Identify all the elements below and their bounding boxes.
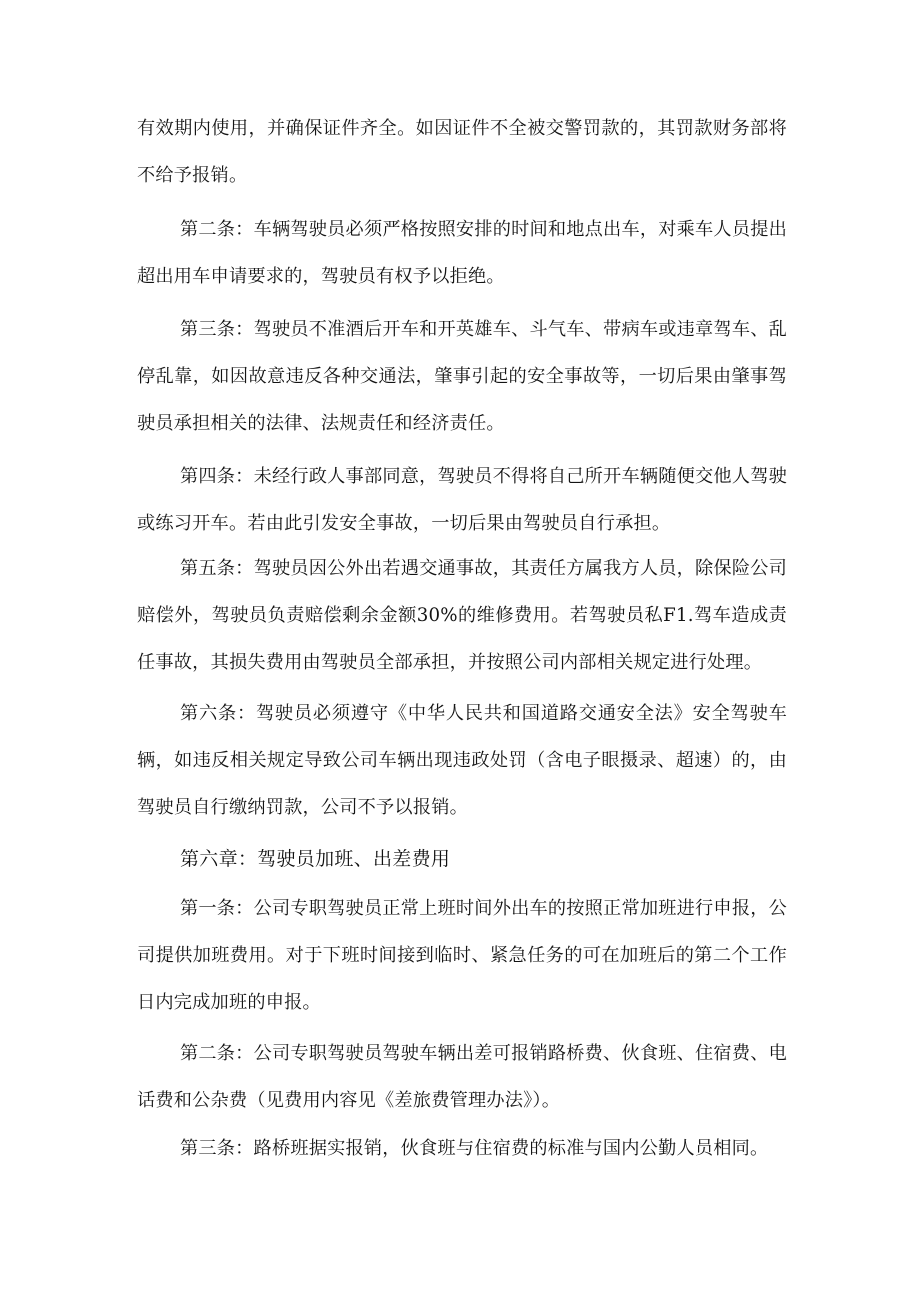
article-4-paragraph: 第四条：未经行政人事部同意，驾驶员不得将自己所开车辆随便交他人驾驶或练习开车。若由此引发安全事故，一切后果由驾驶员自行承担。 <box>137 466 787 534</box>
chapter-heading: 第六章：驾驶员加班、出差费用 <box>180 848 451 870</box>
ch6-article-3-paragraph: 第三条：路桥班据实报销，伙食班与住宿费的标准与国内公勤人员相同。 <box>180 1138 769 1159</box>
ch6-article-1-paragraph: 第一条：公司专职驾驶员正常上班时间外出车的按照正常加班进行申报，公司提供加班费用。对于下班时间接到临时、紧急任务的可在加班后的第二个工作日内完成加班的申报。 <box>137 898 787 1013</box>
ch6-article-2-paragraph: 第二条：公司专职驾驶员驾驶车辆出差可报销路桥费、伙食班、住宿费、电话费和公杂费（见费用内容见《差旅费管理办法》）。 <box>137 1043 787 1111</box>
article-6-paragraph: 第六条：驾驶员必须遵守《中华人民共和国道路交通安全法》安全驾驶车辆，如违反相关规定导致公司车辆出现违政处罚（含电子眼摄录、超速）的，由驾驶员自行缴纳罚款，公司不予以报销。 <box>137 703 787 818</box>
article-3-paragraph: 第三条：驾驶员不准酒后开车和开英雄车、斗气车、带病车或违章驾车、乱停乱靠，如因故意违反各种交通法，肇事引起的安全事故等，一切后果由肇事驾驶员承担相关的法律、法规责任和经济责任。 <box>137 319 787 434</box>
paragraph-continuation: 有效期内使用，并确保证件齐全。如因证件不全被交警罚款的，其罚款财务部将不给予报销。 <box>137 118 787 186</box>
article-2-paragraph: 第二条：车辆驾驶员必须严格按照安排的时间和地点出车，对乘车人员提出超出用车申请要求的，驾驶员有权予以拒绝。 <box>137 219 787 287</box>
article-5-paragraph: 第五条：驾驶员因公外出若遇交通事故，其责任方属我方人员，除保险公司赔偿外，驾驶员负责赔偿剩余金额30%的维修费用。若驾驶员私F1.驾车造成责任事故，其损失费用由驾驶员全部承担，并按照公司内部相关规定进行处理。 <box>137 558 787 673</box>
